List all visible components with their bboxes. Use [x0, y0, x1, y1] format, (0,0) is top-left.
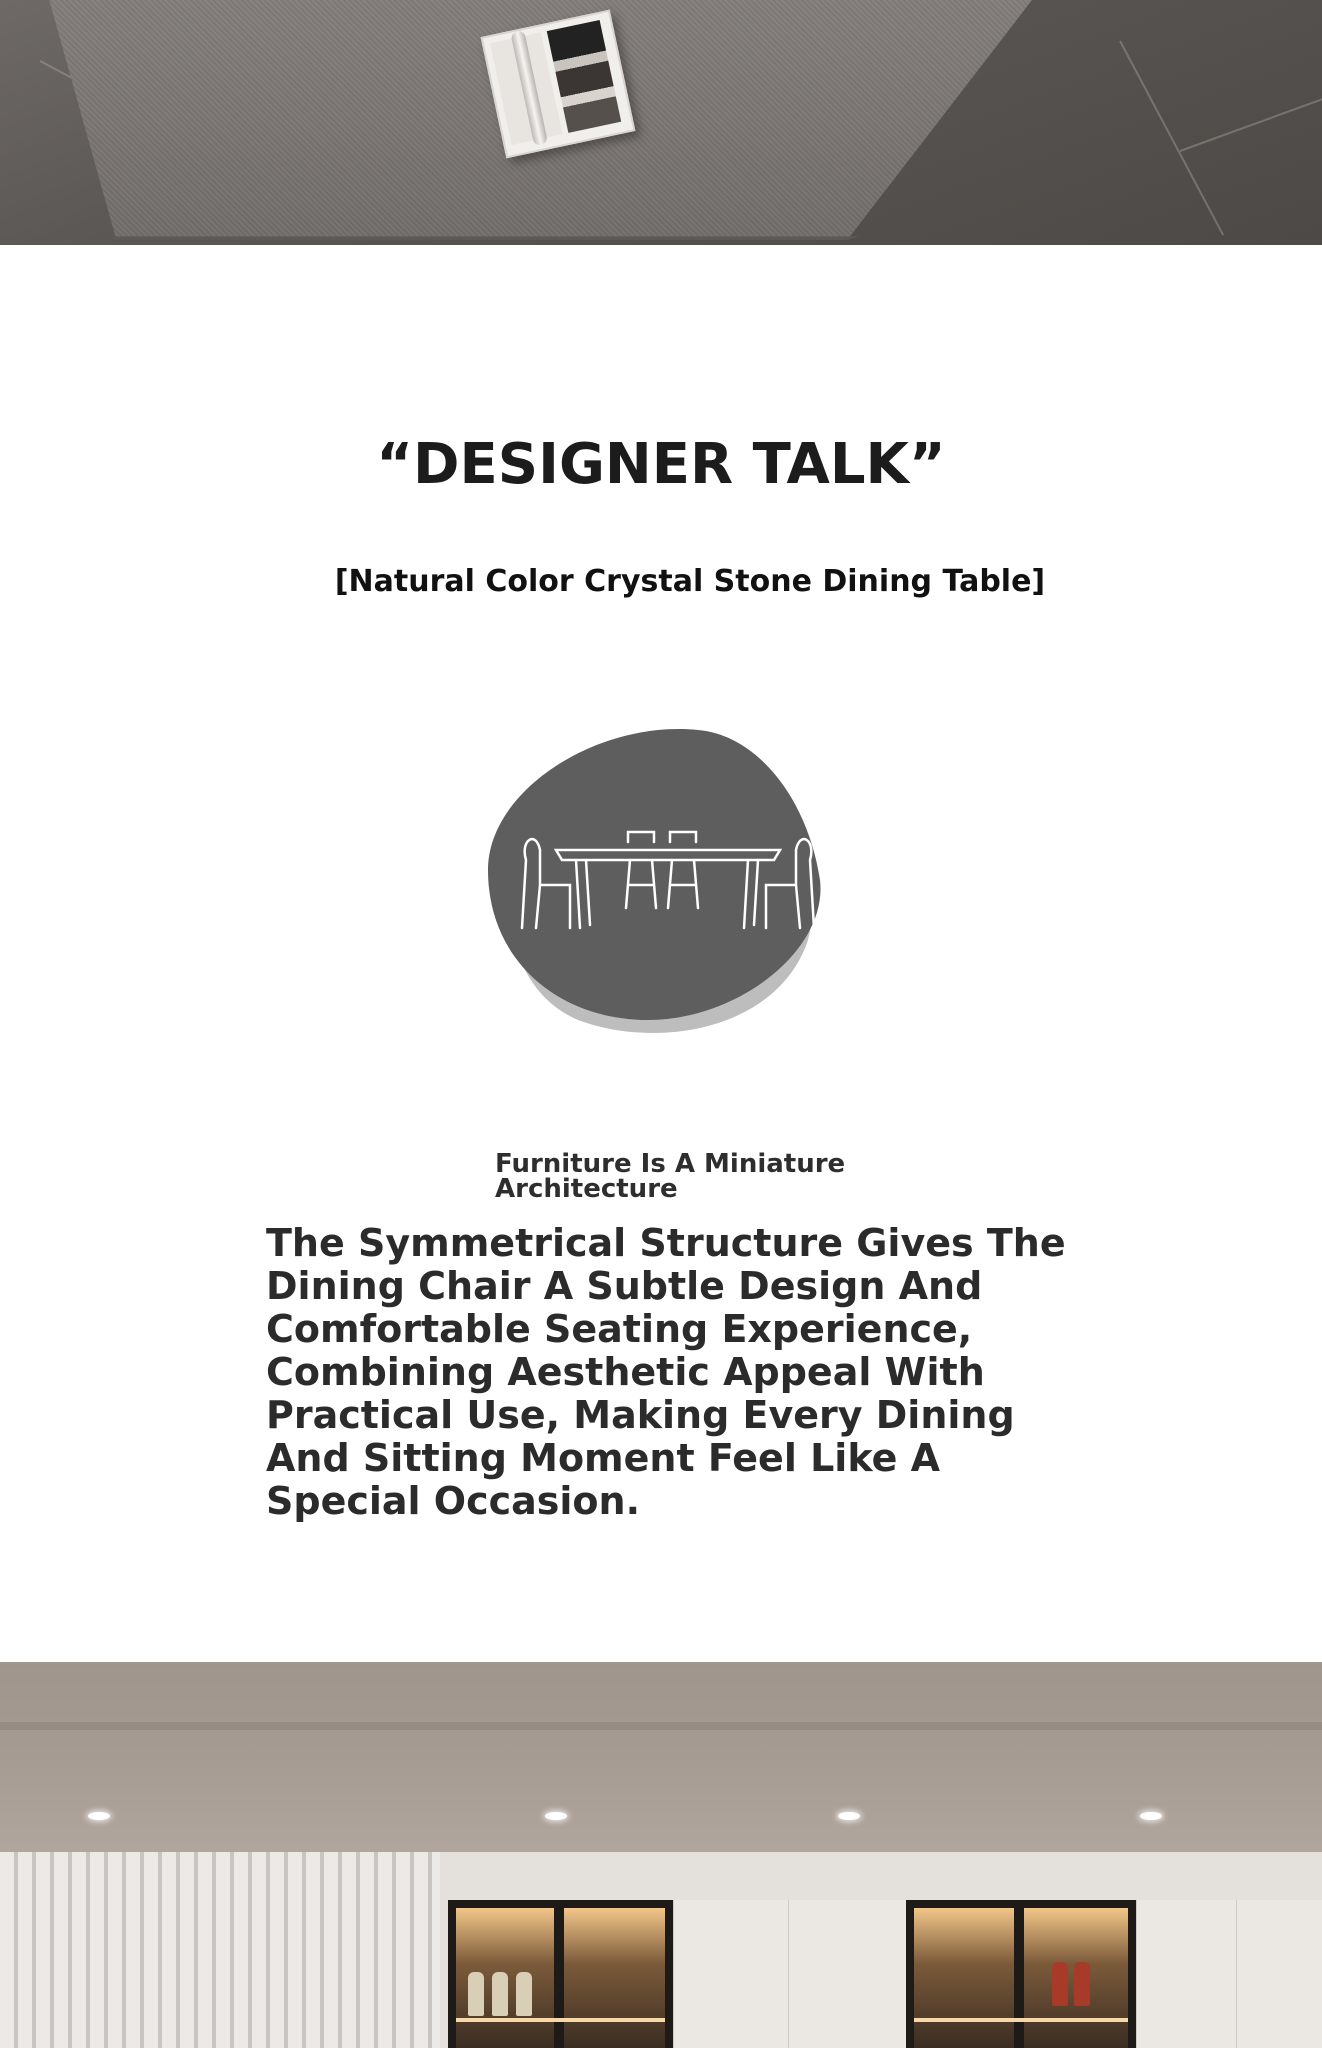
product-name: [Natural Color Crystal Stone Dining Table] — [334, 564, 1046, 599]
cabinet-panel — [1136, 1900, 1237, 2048]
downlight — [1140, 1812, 1162, 1820]
downlight — [545, 1812, 567, 1820]
wall-slats — [0, 1852, 440, 2048]
rug-floor-photo — [0, 0, 1322, 245]
marble-vein — [1119, 41, 1224, 236]
ceiling-band — [0, 1722, 1322, 1730]
wine-cabinet-left — [448, 1900, 673, 2048]
downlight — [838, 1812, 860, 1820]
subheading: Furniture Is A Miniature Architecture — [495, 1149, 846, 1204]
body-paragraph: The Symmetrical Structure Gives The Dining Chair A Subtle Design And Comfortable Seating Experience, Combining Aesthetic Appeal With Practical Use, Making Every Dining And Sitting Moment Feel Like A Special Occasion. — [266, 1221, 1066, 1523]
downlight — [88, 1812, 110, 1820]
cabinet-panel — [788, 1900, 907, 2048]
wine-cabinet-right — [906, 1900, 1136, 2048]
marble-vein — [1180, 88, 1322, 151]
section-title: “DESIGNER TALK” — [376, 432, 946, 497]
dining-table-set-icon — [478, 720, 844, 1050]
cabinet-panel — [673, 1900, 789, 2048]
dining-room-photo — [0, 1662, 1322, 2048]
ceiling — [0, 1662, 1322, 1852]
cabinet-panel — [1236, 1900, 1322, 2048]
